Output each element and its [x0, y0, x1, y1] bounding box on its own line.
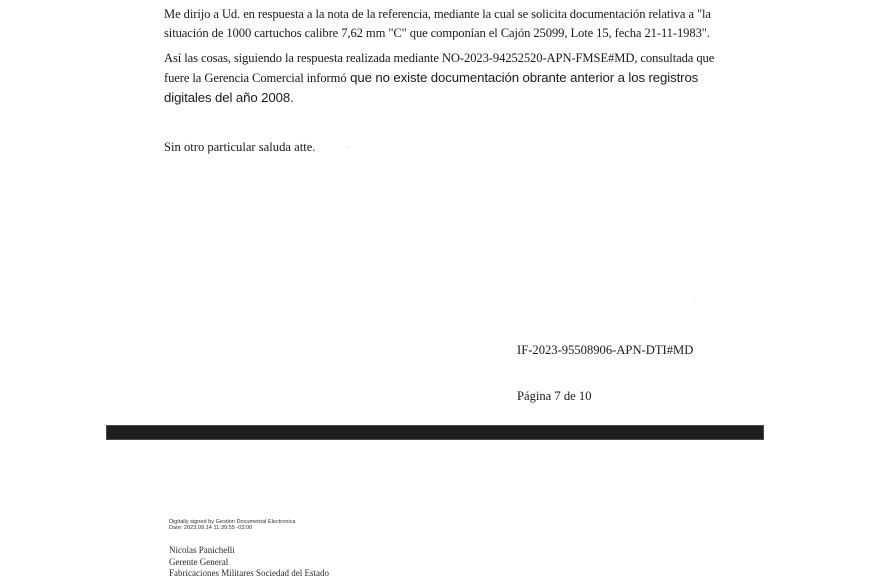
paragraph-text-serif: Así las cosas, siguiendo la respuesta realizada mediante NO-2023-94252520-APN-FMSE#MD, consultada que fuere la Gerencia Comercial informó [164, 51, 715, 85]
signer-block [169, 545, 329, 580]
paragraph-text: Me dirijo a Ud. en respuesta a la nota de la referencia, mediante la cual se solicita documentación relativa a "la situación de 1000 cartuchos calibre 7,62 mm "C" que componían el Cajón 25099, Lote 15, fecha 21-11-1983". [164, 7, 711, 40]
signature-signed-by: Digitally signed by Gestion Documental Electronica [169, 519, 296, 525]
signer-name: Nicolas Panichelli [169, 545, 235, 555]
scan-speck [693, 300, 695, 302]
paragraph-text-sans: que no existe documentación obrante anterior a los registros digitales del año 2008. [164, 70, 699, 105]
closing-salutation: Sin otro particular saluda atte. [164, 140, 316, 154]
page-number: Página 7 de 10 [517, 389, 592, 403]
document-id: IF-2023-95508906-APN-DTI#MD [517, 343, 694, 357]
signer-title: Gerente General [169, 556, 229, 567]
scan-speck [346, 146, 348, 148]
page-separator-bar [106, 425, 764, 440]
signer-organization: Fabricaciones Militares Sociedad del Estado [169, 568, 329, 578]
signature-date: Date: 2023.09.14 11:39:55 -03:00 [169, 525, 253, 532]
body-paragraph-response [164, 49, 724, 108]
body-paragraph-request [164, 5, 724, 43]
digital-signature-block [169, 519, 296, 532]
